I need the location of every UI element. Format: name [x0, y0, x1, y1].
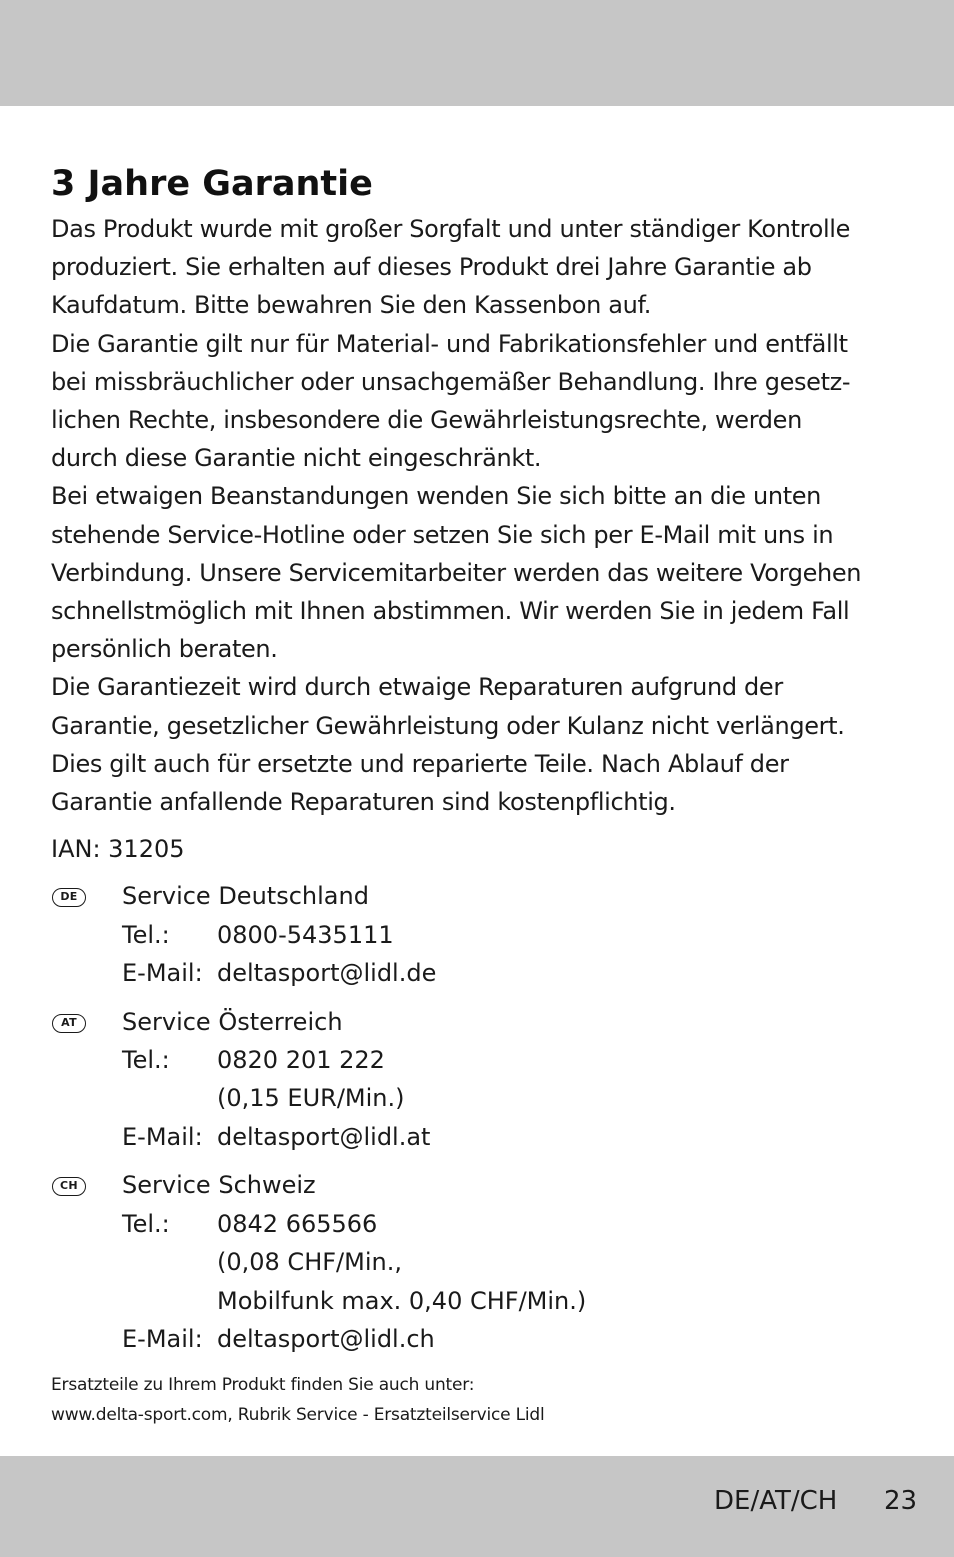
page-title: 3 Jahre Garantie: [51, 164, 373, 204]
header-band: [0, 0, 954, 106]
service-name: Service Schweiz: [122, 1171, 316, 1200]
email-label: E-Mail:: [122, 959, 203, 988]
text-line: Garantie anfallende Reparaturen sind kostenpflichtig.: [51, 788, 676, 817]
footer-languages: DE/AT/CH: [714, 1486, 838, 1516]
spare-parts-link[interactable]: www.delta-sport.com, Rubrik Service - Ersatzteilservice Lidl: [51, 1405, 545, 1426]
email-row: [122, 954, 921, 992]
text-line: durch diese Garantie nicht eingeschränkt.: [51, 444, 542, 473]
text-line: Die Garantie gilt nur für Material- und Fabrikationsfehler und entfällt: [51, 329, 848, 358]
phone-row: [122, 1205, 921, 1243]
ian-number: IAN: 31205: [51, 835, 185, 864]
email-row: [122, 1320, 921, 1358]
email-label: E-Mail:: [122, 1324, 203, 1353]
text-line: persönlich beraten.: [51, 635, 278, 664]
text-line: lichen Rechte, insbesondere die Gewährleistungsrechte, werden: [51, 406, 802, 435]
text-line: Bei etwaigen Beanstandungen wenden Sie sich bitte an die unten: [51, 482, 822, 511]
email-address[interactable]: deltasport@lidl.de: [217, 959, 437, 988]
email-label: E-Mail:: [122, 1122, 203, 1151]
phone-label: Tel.:: [122, 1046, 170, 1075]
paragraph-1: [51, 210, 921, 325]
text-line: schnellstmöglich mit Ihnen abstimmen. Wir werden Sie in jedem Fall: [51, 597, 850, 626]
text-line: Die Garantiezeit wird durch etwaige Reparaturen aufgrund der: [51, 673, 783, 702]
page-number: 23: [884, 1486, 918, 1516]
spare-parts-line: Ersatzteile zu Ihrem Produkt finden Sie auch unter:: [51, 1375, 475, 1396]
country-badge-de-icon: DE: [52, 888, 86, 907]
text-line: Garantie, gesetzlicher Gewährleistung oder Kulanz nicht verlängert.: [51, 711, 845, 740]
paragraph-2: [51, 325, 921, 478]
service-austria: [51, 1003, 921, 1157]
service-name: Service Deutschland: [122, 882, 369, 911]
warranty-section: [51, 158, 921, 1430]
phone-rate: (0,15 EUR/Min.): [217, 1084, 405, 1113]
phone-number[interactable]: 0820 201 222: [217, 1046, 385, 1075]
text-line: bei missbräuchlicher oder unsachgemäßer Behandlung. Ihre gesetz-: [51, 367, 851, 396]
text-line: Dies gilt auch für ersetzte und reparierte Teile. Nach Ablauf der: [51, 749, 789, 778]
phone-rate: (0,08 CHF/Min.,: [217, 1248, 402, 1277]
paragraph-4: [51, 668, 921, 821]
country-badge-at-icon: AT: [52, 1014, 86, 1033]
service-name: Service Österreich: [122, 1007, 343, 1036]
text-line: produziert. Sie erhalten auf dieses Produkt drei Jahre Garantie ab: [51, 253, 812, 282]
phone-number[interactable]: 0800-5435111: [217, 920, 394, 949]
phone-number[interactable]: 0842 665566: [217, 1209, 378, 1238]
phone-row: [122, 916, 921, 954]
country-badge-ch-icon: CH: [52, 1177, 86, 1196]
spare-parts-note: [51, 1370, 921, 1430]
text-line: Verbindung. Unsere Servicemitarbeiter werden das weitere Vorgehen: [51, 558, 862, 587]
text-line: stehende Service-Hotline oder setzen Sie sich per E-Mail mit uns in: [51, 520, 834, 549]
email-address[interactable]: deltasport@lidl.ch: [217, 1324, 435, 1353]
text-line: Das Produkt wurde mit großer Sorgfalt und unter ständiger Kontrolle: [51, 215, 851, 243]
service-germany: [51, 877, 921, 992]
phone-row: [122, 1041, 921, 1079]
service-switzerland: [51, 1166, 921, 1358]
phone-label: Tel.:: [122, 920, 170, 949]
email-address[interactable]: deltasport@lidl.at: [217, 1122, 431, 1151]
phone-rate-mobile: Mobilfunk max. 0,40 CHF/Min.): [217, 1286, 587, 1315]
email-row: [122, 1118, 921, 1156]
paragraph-3: [51, 477, 921, 668]
phone-label: Tel.:: [122, 1209, 170, 1238]
text-line: Kaufdatum. Bitte bewahren Sie den Kassenbon auf.: [51, 291, 652, 320]
